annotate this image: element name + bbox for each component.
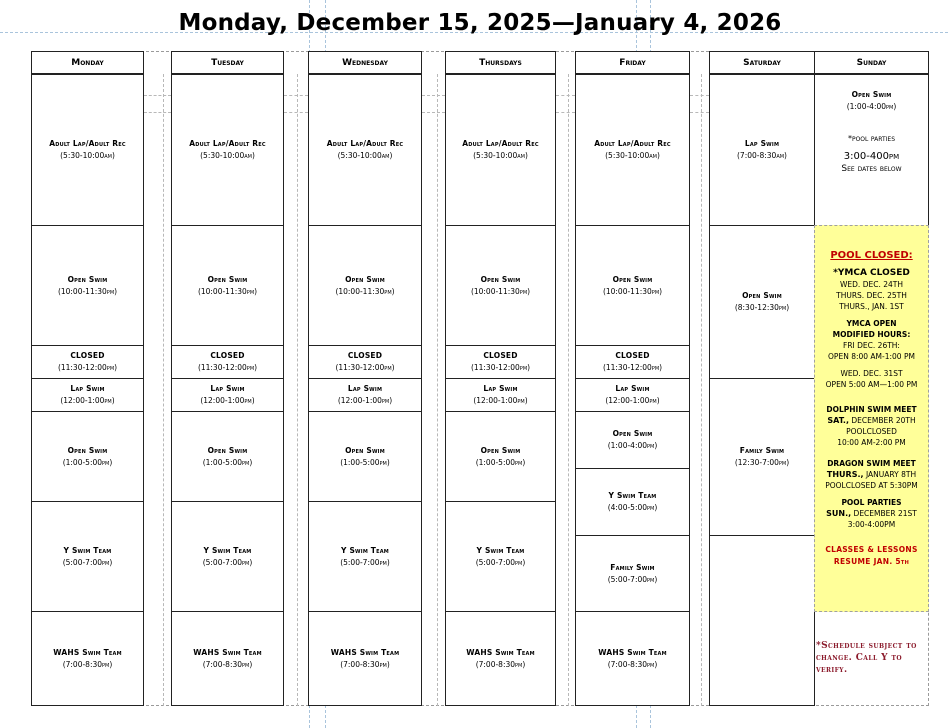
session-name: Open Swim [612,429,653,438]
header-friday: Friday [575,51,690,74]
session-name: CLOSED [347,351,383,360]
session-open-swim [171,411,284,502]
session-time: (10:00-11:30pm) [602,286,663,296]
session-closed [308,345,422,379]
session-name: Lap Swim [744,139,780,148]
session-name: Lap Swim [210,384,245,393]
session-name: Open Swim [345,445,385,455]
session-name: CLOSED [210,351,245,360]
session-name: WAHS Swim Team [466,647,535,657]
session-time: (10:00-11:30pm) [57,286,118,296]
session-time: (5:30-10:00am) [200,151,255,160]
session-name: Adult Lap/Adult Rec [462,139,539,148]
session-family-swim [709,378,815,536]
session-time: (12:30-7:00pm) [734,458,790,467]
session-name: Open Swim [612,274,653,284]
session-name: WAHS Swim Team [53,647,122,657]
session-closed [575,345,690,379]
session-name: Y Swim Team [608,491,657,500]
session-time: (7:00-8:30am) [737,151,787,160]
session-time: (5:30-10:00am) [337,151,393,160]
session-time: (5:00-7:00pm) [202,557,253,567]
session-time: (5:00-7:00pm) [475,557,526,567]
dolphin-meet-date: DECEMBER 20TH [851,416,916,425]
session-open-swim [171,225,284,346]
session-lap-swim [709,74,815,226]
dragon-meet-title: DRAGON SWIM MEET [827,459,916,468]
session-time: (1:00-5:00pm) [62,457,113,467]
session-y-swim-team [31,501,144,612]
session-time: (5:30-10:00am) [473,151,528,160]
dolphin-meet-time: 10:00 AM-2:00 PM [837,438,906,447]
session-y-swim-team [445,501,556,612]
session-name: Adult Lap/Adult Rec [594,139,671,148]
session-name: Open Swim [67,445,108,455]
session-name: Y Swim Team [341,545,389,555]
session-name: Open Swim [851,90,892,99]
session-time: (1:00-5:00pm) [340,457,390,467]
session-time: (12:00-1:00pm) [473,396,528,405]
session-time: (7:00-8:30pm) [607,659,658,669]
pool-closed-notice [814,225,929,612]
session-open-swim [308,225,422,346]
session-empty [709,535,815,706]
session-time: (7:00-8:30pm) [340,659,390,669]
pool-parties-hours: 3:00-4:00PM [847,520,896,529]
session-time: (10:00-11:30pm) [335,286,395,296]
session-name: Open Swim [207,445,248,455]
session-name: Lap Swim [70,384,105,393]
session-name: Open Swim [480,274,521,284]
dragon-meet-status: POOLCLOSED AT 5:30PM [825,481,918,490]
session-adult-lap [308,74,422,226]
session-adult-lap [171,74,284,226]
header-monday: Monday [31,51,144,74]
session-name: Lap Swim [347,384,383,393]
session-lap-swim [308,378,422,412]
session-time: (5:30-10:00am) [605,151,660,160]
session-adult-lap [445,74,556,226]
session-family-swim [575,535,690,612]
session-wahs-swim-team [575,611,690,706]
session-time: (7:00-8:30pm) [62,659,113,669]
session-time: (7:00-8:30pm) [202,659,253,669]
session-name: CLOSED [615,351,650,360]
ymca-closed-heading: *YMCA CLOSED [833,268,910,278]
modified-day: FRI DEC. 26TH: [843,341,900,350]
session-time: (5:00-7:00pm) [607,574,658,584]
session-open-swim [308,411,422,502]
session-adult-lap [575,74,690,226]
modified-hours: OPEN 8:00 AM-1:00 PM [828,352,915,361]
modified-hours-heading: MODIFIED HOURS: [832,330,911,339]
session-open-swim [445,225,556,346]
dolphin-meet-title: DOLPHIN SWIM MEET [826,405,917,414]
session-name: Family Swim [610,562,655,572]
session-time: (12:00-1:00pm) [605,396,660,405]
session-time: (8:30-12:30pm) [734,303,790,312]
closed-date: WED. DEC. 24TH [840,280,903,289]
session-time: (11:30-12:00pm) [197,363,258,372]
session-open-swim [31,225,144,346]
session-name: Y Swim Team [203,545,252,555]
session-lap-swim [445,378,556,412]
classes-notice: CLASSES & LESSONS [825,545,918,554]
session-open-swim [31,411,144,502]
session-name: WAHS Swim Team [330,647,400,657]
session-time: (10:00-11:30pm) [197,286,258,296]
session-name: Open Swim [345,274,385,284]
session-time: (10:00-11:30pm) [470,286,531,296]
closed-date: THURS., JAN. 1ST [839,302,904,311]
session-name: Open Swim [480,445,521,455]
session-adult-lap [31,74,144,226]
page-title: Monday, December 15, 2025—January 4, 2026 [178,10,782,36]
session-name: Lap Swim [615,384,650,393]
session-name: CLOSED [483,351,518,360]
session-time: (5:30-10:00am) [60,151,115,160]
session-time: (1:00-4:00pm) [607,441,658,450]
session-name: Adult Lap/Adult Rec [326,139,404,148]
session-time: (12:00-1:00pm) [60,396,115,405]
session-open-swim [445,411,556,502]
session-y-swim-team [575,468,690,536]
modified-hours: OPEN 5:00 AM—1:00 PM [825,380,918,389]
session-time: (4:00-5:00pm) [607,503,658,512]
session-closed [445,345,556,379]
pool-parties-note: See dates below [841,164,902,174]
session-name: WAHS Swim Team [193,647,262,657]
header-tuesday: Tuesday [171,51,284,74]
session-lap-swim [31,378,144,412]
session-open-swim [575,225,690,346]
session-time: (1:00-5:00pm) [202,457,253,467]
header-saturday: Saturday [709,51,815,74]
session-name: Family Swim [739,446,785,455]
session-time: (11:30-12:00pm) [470,363,531,372]
closed-date: THURS. DEC. 25TH [836,291,907,300]
session-name: Y Swim Team [63,545,112,555]
session-wahs-swim-team [445,611,556,706]
session-wahs-swim-team [171,611,284,706]
pool-parties-title: POOL PARTIES [841,498,902,507]
session-lap-swim [171,378,284,412]
session-time: (5:00-7:00pm) [340,557,390,567]
session-wahs-swim-team [308,611,422,706]
dolphin-meet-status: POOLCLOSED [846,427,897,436]
modified-day: WED. DEC. 31ST [840,369,903,378]
session-wahs-swim-team [31,611,144,706]
session-name: Lap Swim [483,384,518,393]
session-time: (5:00-7:00pm) [62,557,113,567]
session-open-swim [709,225,815,379]
header-wednesday: Wednesday [308,51,422,74]
dolphin-meet-day: SAT., [827,416,850,425]
pool-parties-date: DECEMBER 21ST [853,509,917,518]
session-name: Open Swim [742,291,782,300]
session-y-swim-team [171,501,284,612]
session-time: (12:00-1:00pm) [337,396,393,405]
session-name: Adult Lap/Adult Rec [189,139,266,148]
session-time: (11:30-12:00pm) [57,363,118,372]
session-time: (1:00-5:00pm) [475,457,526,467]
session-lap-swim [575,378,690,412]
session-time: (1:00-4:00pm) [846,102,897,111]
session-name: WAHS Swim Team [598,647,667,657]
pool-parties-time: 3:00-400pm [843,151,900,162]
pool-closed-title: POOL CLOSED: [830,250,913,261]
pool-parties-label: *pool parties [847,134,896,143]
session-time: (11:30-12:00pm) [335,363,395,372]
dragon-meet-date: JANUARY 8TH [865,470,917,479]
header-thursday: Thursdays [445,51,556,74]
session-closed [171,345,284,379]
dragon-meet-day: THURS., [826,470,864,479]
session-name: Adult Lap/Adult Rec [49,139,126,148]
session-open-swim [575,411,690,469]
modified-hours-heading: YMCA OPEN [846,319,897,328]
session-y-swim-team [308,501,422,612]
session-name: Y Swim Team [476,545,525,555]
session-name: Open Swim [207,274,248,284]
session-time: (11:30-12:00pm) [602,363,663,372]
header-sunday: Sunday [814,51,929,74]
session-name: Open Swim [67,274,108,284]
session-time: (12:00-1:00pm) [200,396,255,405]
schedule-disclaimer: *Schedule subject to change. Call Y to verify. [816,641,917,675]
session-closed [31,345,144,379]
session-time: (7:00-8:30pm) [475,659,526,669]
pool-parties-day: SUN., [826,509,852,518]
classes-notice: RESUME JAN. 5th [833,557,910,566]
session-open-swim [814,74,929,226]
session-name: CLOSED [70,351,105,360]
